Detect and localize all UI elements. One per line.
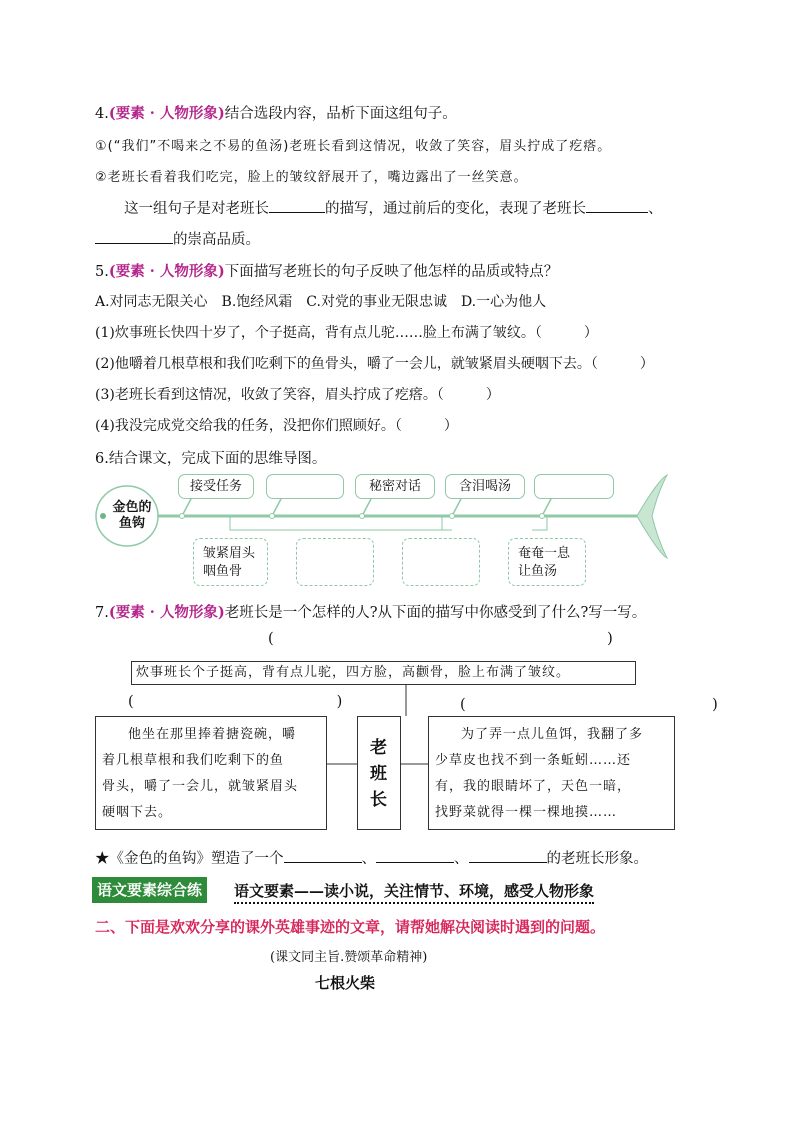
q4-blank-2[interactable] (586, 198, 648, 213)
q5-item-4[interactable]: (4)我没完成党交给我的任务，没把你们照顾好。（ ） (95, 418, 458, 434)
fishbone-node-bottom-2-blank[interactable] (296, 538, 374, 586)
bone-bottom-1 (230, 516, 274, 530)
q5-prompt: 5.(要素 · 人物形象)下面描写老班长的句子反映了他怎样的品质或特点？ (95, 263, 559, 280)
part2-heading: 二、下面是欢欢分享的课外英雄事迹的文章，请帮她解决阅读时遇到的问题。 (95, 918, 606, 936)
fishbone-node-top-3: 秘密对话 (355, 474, 435, 499)
q7-answer-paren-left[interactable]: ( ) (128, 694, 343, 710)
bone-top-2 (272, 497, 282, 516)
q7-prompt: 7.(要素 · 人物形象)老班长是一个怎样的人?从下面的描写中你感受到了什么?写一写。 (95, 604, 647, 621)
fishbone-eye (100, 513, 106, 519)
q5-item-1[interactable]: (1)炊事班长快四十岁了，个子挺高，背有点儿驼……脸上布满了皱纹。（ ） (95, 325, 598, 341)
bone-top-1 (182, 497, 192, 516)
fishbone-node-top-4: 含泪喝汤 (445, 474, 525, 499)
q5-options: A.对同志无限关心 B.饱经风霜 C.对党的事业无限忠诚 D.一心为他人 (95, 294, 547, 310)
fishbone-node-top-5-blank[interactable] (534, 474, 614, 499)
fishbone-node-bottom-3-blank[interactable] (402, 538, 480, 586)
bone-bottom-2 (274, 516, 442, 530)
star-blank-1[interactable] (284, 848, 362, 863)
part2-note: (课文同主旨.赞颂革命精神) (270, 950, 428, 965)
q4-blank-3[interactable] (95, 229, 173, 244)
section-tag: 语文要素综合练 (92, 877, 207, 903)
bone-bottom-4 (532, 516, 547, 530)
star-summary: ★《金色的鱼钩》塑造了一个 、 、 的老班长形象。 (95, 847, 648, 868)
q7-answer-paren-right[interactable]: ( ) (460, 697, 718, 713)
q7-tag: (要素 · 人物形象) (108, 604, 225, 621)
article-title: 七根火柴 (315, 974, 376, 992)
q7-left-box: 他坐在那里捧着搪瓷碗，嚼 着几根草根和我们吃剩下的鱼 骨头，嚼了一会儿，就皱紧眉头 硬咽下去。 (95, 716, 327, 830)
q4-fill-line-2: 的崇高品质。 (95, 228, 260, 249)
star-blank-3[interactable] (469, 848, 547, 863)
fishbone-node-top-1: 接受任务 (178, 474, 254, 499)
section-heading: 语文要素——读小说，关注情节、环境，感受人物形象 (234, 880, 594, 904)
fishbone-node-bottom-4: 奄奄一息 让鱼汤 (508, 538, 586, 586)
q4-blank-1[interactable] (269, 198, 325, 213)
q4-fill-line-1: 这一组句子是对老班长 的描写，通过前后的变化，表现了老班长 、 (124, 197, 663, 218)
q4-sentence-1: ①(“我们”不喝来之不易的鱼汤)老班长看到这情况，收敛了笑容，眉头拧成了疙瘩。 (95, 139, 612, 154)
q5-item-2[interactable]: (2)他嚼着几根草根和我们吃剩下的鱼骨头，嚼了一会儿，就皱紧眉头硬咽下去。（ ） (95, 356, 654, 372)
q5-item-3[interactable]: (3)老班长看到这情况，收敛了笑容，眉头拧成了疙瘩。（ ） (95, 387, 500, 403)
fishbone-head-label: 金色的 鱼钩 (112, 500, 152, 531)
fishbone-tail (637, 475, 667, 558)
bone-top-4 (452, 497, 462, 516)
q5-tag: (要素 · 人物形象) (108, 263, 225, 280)
q7-top-box: 炊事班长个子挺高，背有点儿驼，四方脸，高颧骨，脸上布满了皱纹。 (131, 661, 636, 685)
q7-center-box: 老 班 长 (357, 716, 401, 830)
star-blank-2[interactable] (376, 848, 454, 863)
fishbone-node-top-2-blank[interactable] (266, 474, 344, 499)
q7-right-box: 为了弄一点儿鱼饵，我翻了多 少草皮也找不到一条蚯蚓……还 有，我的眼睛坏了，天色一暗， 找野菜就得一棵一棵地摸…… (428, 716, 675, 830)
q4-prompt: 4.(要素 · 人物形象)结合选段内容，品析下面这组句子。 (95, 105, 457, 122)
q6-prompt: 6.结合课文，完成下面的思维导图。 (95, 451, 327, 467)
bone-top-5 (542, 497, 552, 516)
q4-tag: (要素 · 人物形象) (108, 105, 225, 122)
q7-answer-paren-top[interactable]: ( ) (268, 631, 613, 647)
fishbone-node-bottom-1: 皱紧眉头 咽鱼骨 (193, 538, 268, 586)
bone-top-3 (362, 497, 372, 516)
q4-sentence-2: ②老班长看着我们吃完，脸上的皱纹舒展开了，嘴边露出了一丝笑意。 (95, 170, 528, 185)
